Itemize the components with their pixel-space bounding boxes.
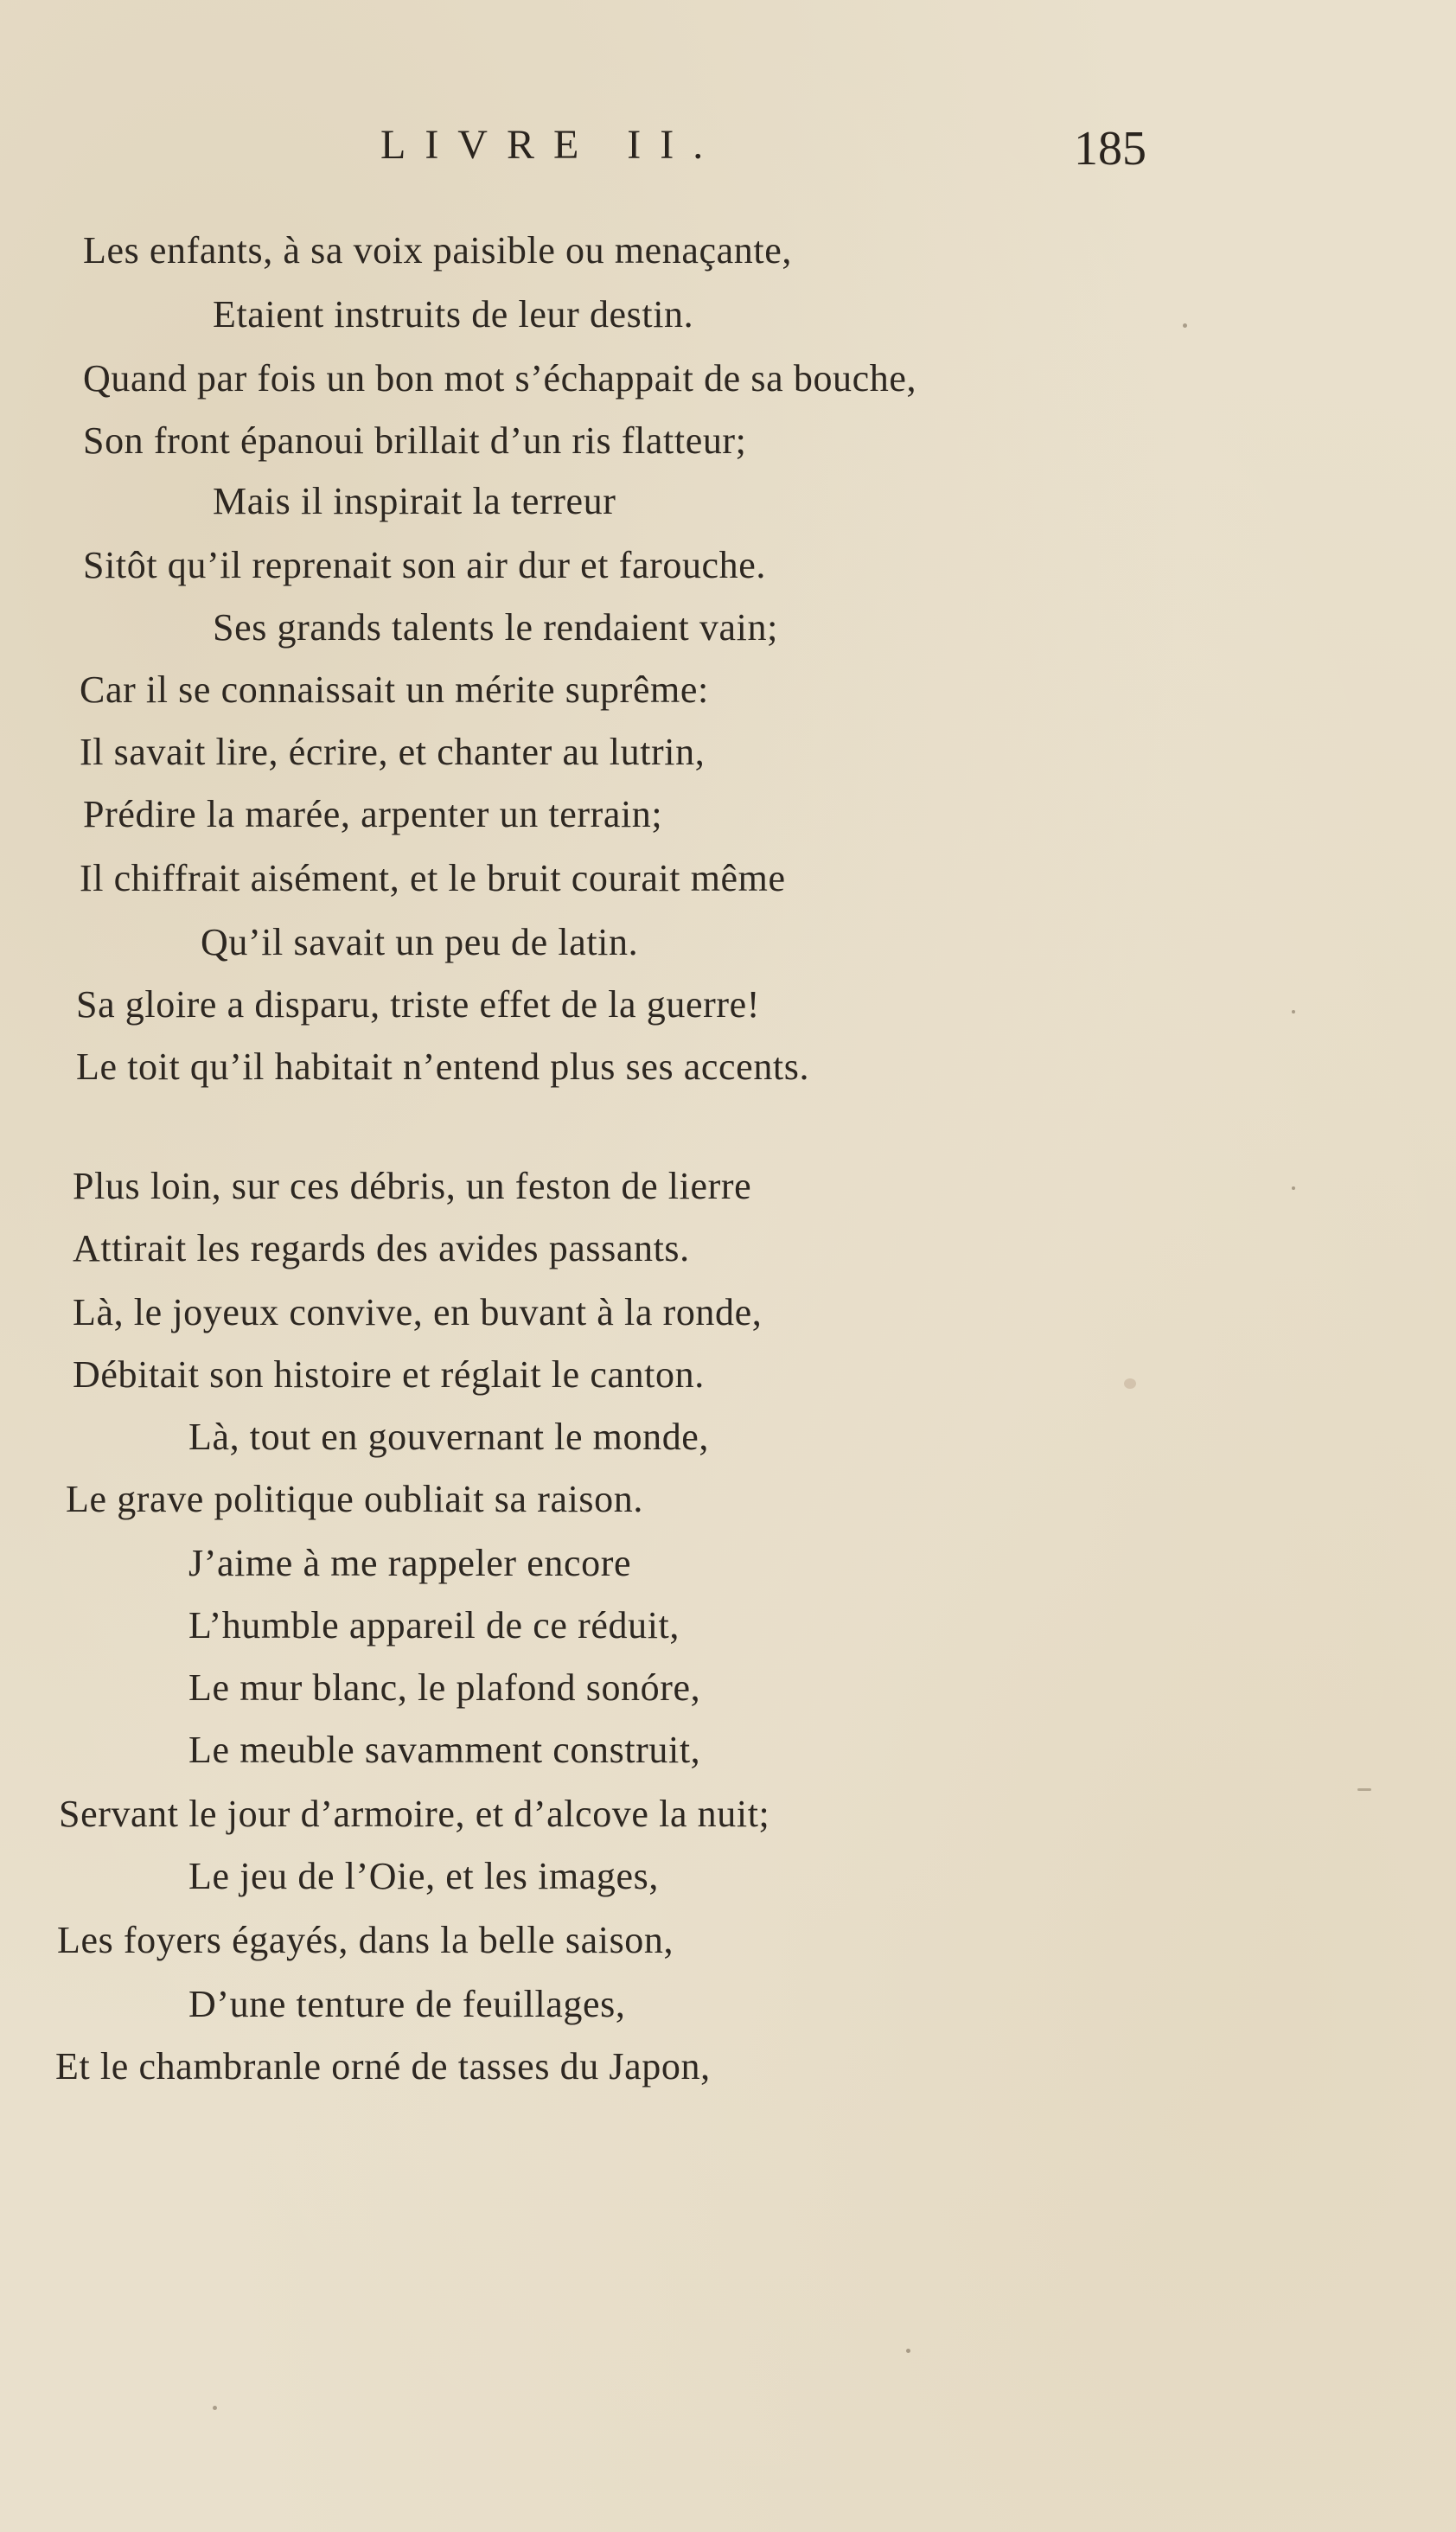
verse-line: Là, tout en gouvernant le monde,	[188, 1416, 710, 1458]
verse-line: D’une tenture de feuillages,	[188, 1983, 626, 2025]
paper-mark	[1357, 1788, 1371, 1791]
verse-line: Sa gloire a disparu, triste effet de la guerre!	[76, 983, 760, 1026]
verse-line: Quand par fois un bon mot s’échappait de sa bouche,	[83, 357, 917, 400]
verse-line: Le jeu de l’Oie, et les images,	[188, 1855, 659, 1897]
verse-line: Servant le jour d’armoire, et d’alcove la nuit;	[59, 1793, 770, 1835]
paper-stain	[1124, 1378, 1136, 1389]
verse-line: Le toit qu’il habitait n’entend plus ses accents.	[76, 1045, 810, 1088]
verse-line: Débitait son histoire et réglait le canton.	[73, 1353, 705, 1396]
verse-line: Les enfants, à sa voix paisible ou menaçante,	[83, 229, 792, 272]
verse-line: Le grave politique oubliait sa raison.	[66, 1478, 643, 1520]
verse-line: Sitôt qu’il reprenait son air dur et farouche.	[83, 544, 767, 586]
verse-line: Le mur blanc, le plafond sonóre,	[188, 1666, 701, 1709]
page-number: 185	[1074, 122, 1146, 176]
paper-speck	[213, 2406, 217, 2410]
verse-line: Qu’il savait un peu de latin.	[201, 921, 639, 963]
verse-line: Les foyers égayés, dans la belle saison,	[57, 1919, 674, 1961]
verse-line: J’aime à me rappeler encore	[188, 1542, 632, 1584]
running-head: LIVRE II.	[380, 122, 723, 168]
paper-speck	[1292, 1010, 1295, 1013]
verse-line: Prédire la marée, arpenter un terrain;	[83, 793, 663, 835]
paper-speck	[906, 2349, 910, 2353]
verse-line: Plus loin, sur ces débris, un feston de lierre	[73, 1165, 752, 1207]
verse-line: Le meuble savamment construit,	[188, 1729, 701, 1771]
verse-line: Car il se connaissait un mérite suprême:	[80, 668, 709, 711]
verse-line: Attirait les regards des avides passants.	[73, 1227, 690, 1269]
verse-line: Mais il inspirait la terreur	[213, 480, 616, 522]
paper-speck	[1292, 1186, 1295, 1190]
verse-line: Son front épanoui brillait d’un ris flatteur;	[83, 419, 747, 462]
verse-line: Ses grands talents le rendaient vain;	[213, 606, 778, 649]
paper-speck	[1183, 323, 1187, 328]
verse-line: Là, le joyeux convive, en buvant à la ronde,	[73, 1291, 763, 1333]
verse-line: Il savait lire, écrire, et chanter au lutrin,	[80, 731, 706, 773]
verse-line: Etaient instruits de leur destin.	[213, 293, 694, 336]
verse-line: Et le chambranle orné de tasses du Japon,	[55, 2045, 711, 2088]
verse-line: L’humble appareil de ce réduit,	[188, 1604, 680, 1646]
verse-line: Il chiffrait aisément, et le bruit courait même	[80, 857, 786, 899]
